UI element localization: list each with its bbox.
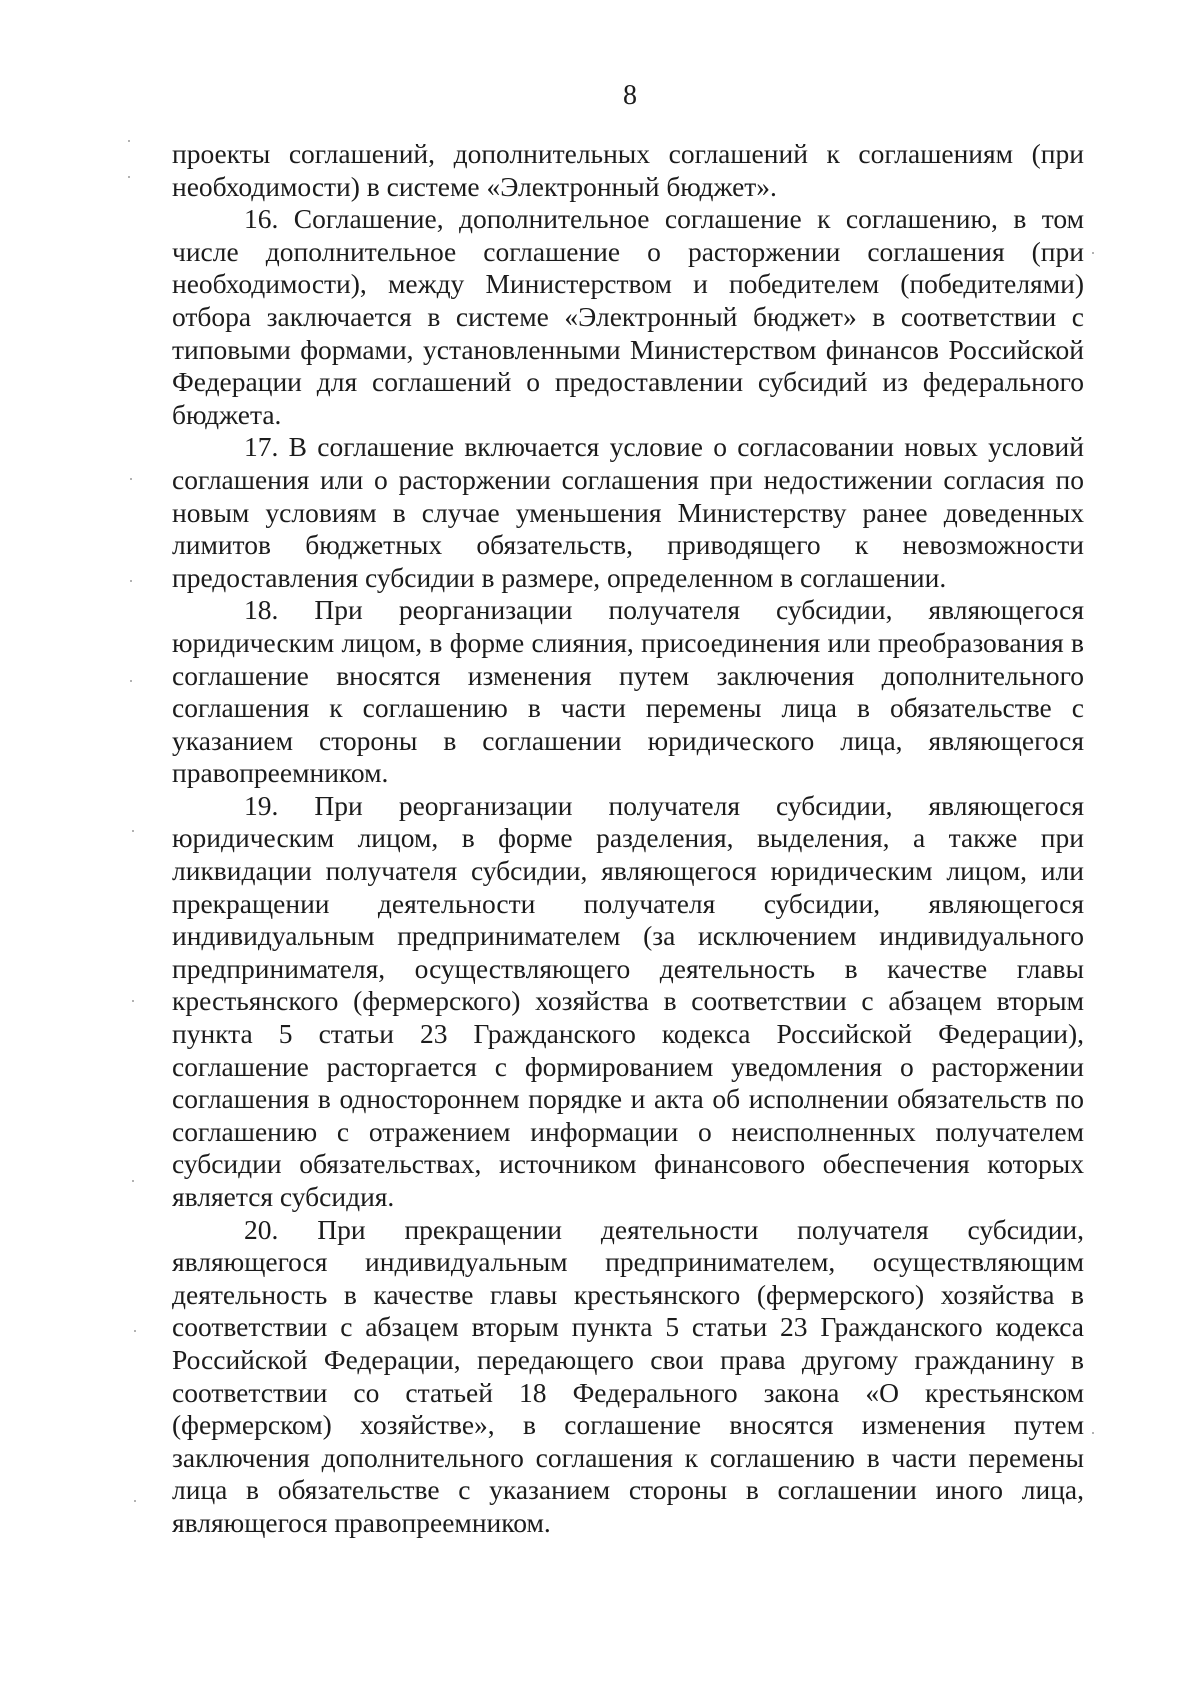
continuation-text: проекты соглашений, дополнительных соглашений к соглашениям (при необходимости) в системе «Электронный бюджет».	[172, 138, 1084, 202]
scan-artifact	[130, 680, 132, 682]
scan-artifact	[130, 580, 132, 582]
scan-artifact	[134, 1500, 136, 1502]
scan-artifact	[132, 1000, 134, 1002]
scan-artifact	[130, 478, 132, 480]
scan-artifact	[128, 176, 130, 178]
paragraph-18: 18. При реорганизации получателя субсидии, являющегося юридическим лицом, в форме слияния, присоединения или преобразования в соглашение вносятся изменения путем заключения дополнительного соглашения к соглашению в части перемены лица в обязательстве с указанием стороны в соглашении юридического лица, являющегося правопреемником.	[172, 594, 1084, 789]
scan-artifact	[1092, 1432, 1094, 1434]
paragraph-16: 16. Соглашение, дополнительное соглашение к соглашению, в том числе дополнительное соглашение о расторжении соглашения (при необходимости), между Министерством и победителем (победителями) отбора заключается в системе «Электронный бюджет» в соответствии с типовыми формами, установленными Министерством финансов Российской Федерации для соглашений о предоставлении субсидий из федерального бюджета.	[172, 203, 1084, 430]
scan-artifact	[132, 830, 134, 832]
scan-artifact	[1092, 252, 1094, 254]
scan-artifact	[134, 1330, 136, 1332]
scan-artifact	[128, 140, 130, 142]
document-body	[172, 138, 1084, 1540]
paragraph-19: 19. При реорганизации получателя субсидии, являющегося юридическим лицом, в форме разделения, выделения, а также при ликвидации получателя субсидии, являющегося юридическим лицом, или прекращении деятельности получателя субсидии, являющегося индивидуальным предпринимателем (за исключением индивидуального предпринимателя, осуществляющего деятельность в качестве главы крестьянского (фермерского) хозяйства в соответствии с абзацем вторым пункта 5 статьи 23 Гражданского кодекса Российской Федерации), соглашение расторгается с формированием уведомления о расторжении соглашения в одностороннем порядке и акта об исполнении обязательств по соглашению с отражением информации о неисполненных получателем субсидии обязательствах, источником финансового обеспечения которых является субсидия.	[172, 789, 1084, 1212]
scan-artifact	[132, 1180, 134, 1182]
page-number: 8	[623, 80, 637, 111]
paragraph-17: 17. В соглашение включается условие о согласовании новых условий соглашения или о расторжении соглашения при недостижении согласия по новым условиям в случае уменьшения Министерству ранее доведенных лимитов бюджетных обязательств, приводящего к невозможности предоставления субсидии в размере, определенном в соглашении.	[172, 431, 1084, 593]
paragraph-20: 20. При прекращении деятельности получателя субсидии, являющегося индивидуальным предпринимателем, осуществляющим деятельность в качестве главы крестьянского (фермерского) хозяйства в соответствии с абзацем вторым пункта 5 статьи 23 Гражданского кодекса Российской Федерации, передающего свои права другому гражданину в соответствии со статьей 18 Федерального закона «О крестьянском (фермерском) хозяйстве», в соглашение вносятся изменения путем заключения дополнительного соглашения к соглашению в части перемены лица в обязательстве с указанием стороны в соглашении иного лица, являющегося правопреемником.	[172, 1213, 1084, 1538]
